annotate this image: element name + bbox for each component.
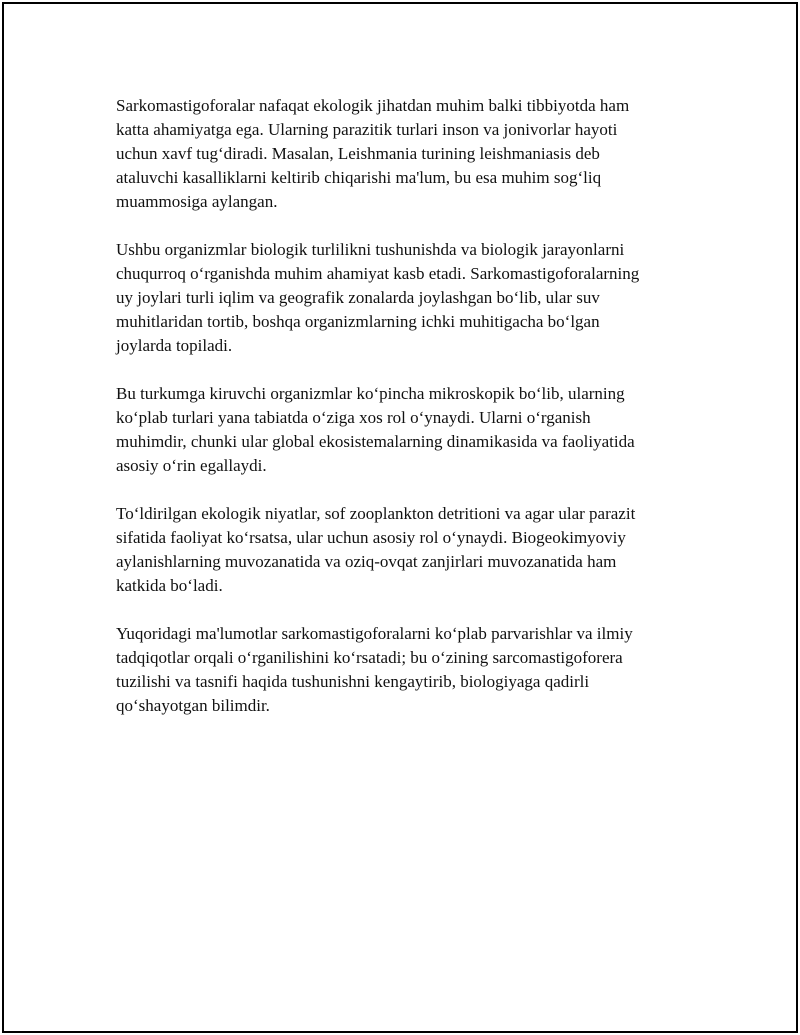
paragraph-5: Yuqoridagi ma'lumotlar sarkomastigoforalarni ko‘plab parvarishlar va ilmiy tadqiqotlar orqali o‘rganilishini ko‘rsatadi; bu o‘zining sarcomastigoforera tuzilishi va tasnifi haqida tushunishni kengaytirib, biologiyaga qadirli qo‘shayotgan bilimdir.	[116, 624, 633, 715]
paragraph-4: To‘ldirilgan ekologik niyatlar, sof zooplankton detritioni va agar ular parazit sifatida faoliyat ko‘rsatsa, ular uchun asosiy rol o‘ynaydi. Biogeokimyoviy aylanishlarning muvozanatida va oziq-ovqat zanjirlari muvozanatida ham katkida bo‘ladi.	[116, 504, 636, 595]
paragraph-3: Bu turkumga kiruvchi organizmlar ko‘pincha mikroskopik bo‘lib, ularning ko‘plab turlari yana tabiatda o‘ziga xos rol o‘ynaydi. Ularni o‘rganish muhimdir, chunki ular global ekosistemalarning dinamikasida va faoliyatida asosiy o‘rin egallaydi.	[116, 384, 635, 475]
paragraph-1: Sarkomastigoforalar nafaqat ekologik jihatdan muhim balki tibbiyotda ham katta ahamiyatga ega. Ularning parazitik turlari inson va jonivorlar hayoti uchun xavf tug‘diradi. Masalan, Leishmania turining leishmaniasis deb ataluvchi kasalliklarni keltirib chiqarishi ma'lum, bu esa muhim sog‘liq muammosiga aylangan.	[116, 96, 630, 211]
paragraph-2: Ushbu organizmlar biologik turlilikni tushunishda va biologik jarayonlarni chuqurroq o‘rganishda muhim ahamiyat kasb etadi. Sarkomastigoforalarning uy joylari turli iqlim va geografik zonalarda joylashgan bo‘lib, ular suv muhitlaridan tortib, boshqa organizmlarning ichki muhitigacha bo‘lgan joylarda topiladi.	[116, 240, 640, 355]
document-body	[116, 94, 696, 742]
